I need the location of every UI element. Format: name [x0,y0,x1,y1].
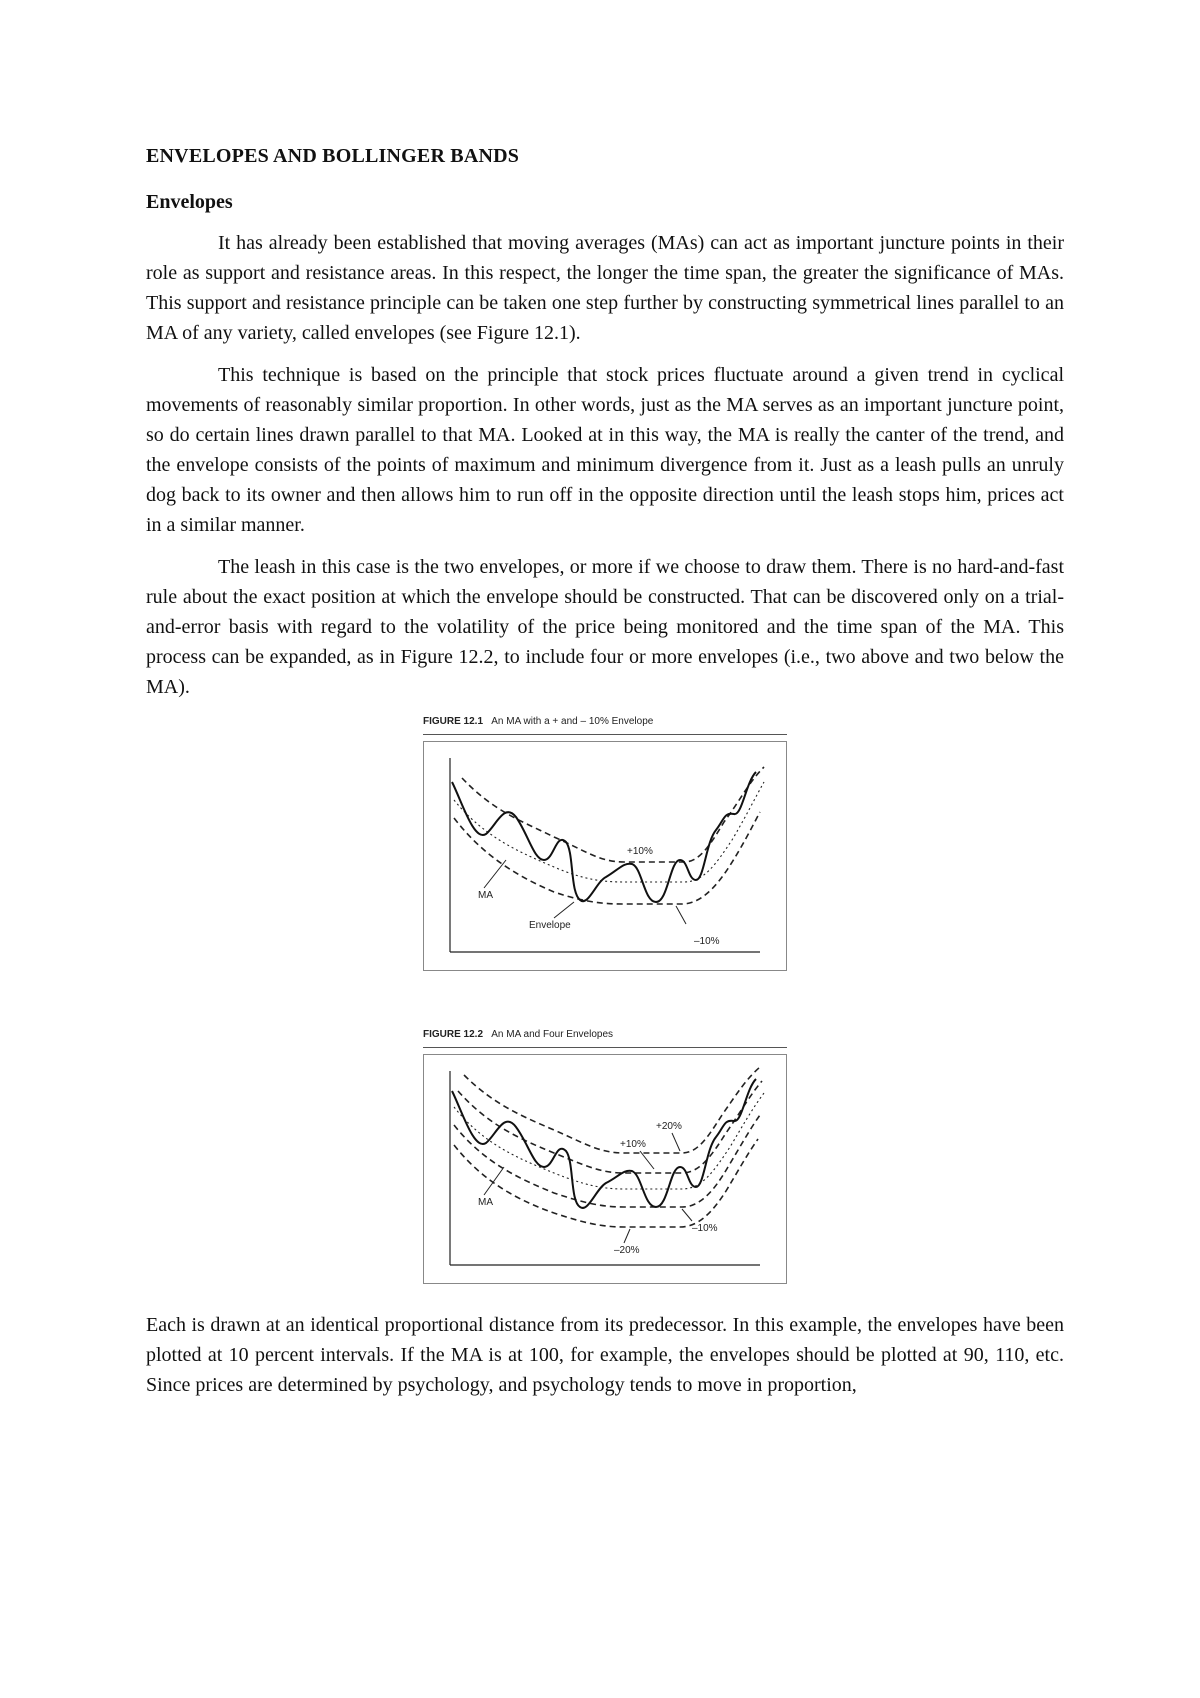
figure-number: FIGURE 12.2 [423,1029,484,1040]
figure-number: FIGURE 12.1 [423,716,484,727]
minus-10-pointer [682,1209,692,1221]
figure-12-1 [423,716,787,971]
figure-caption-text: An MA and Four Envelopes [491,1029,614,1040]
label-minus-10: –10% [692,1223,718,1234]
label-minus-10: –10% [694,936,720,947]
minus-10-pointer [676,906,686,924]
plus-20-pointer [672,1133,680,1151]
minus-20-pointer [624,1229,630,1243]
figure-caption-text: An MA with a + and – 10% Envelope [491,716,654,727]
label-envelope: Envelope [529,920,571,931]
envelope-minus-10-line [454,812,760,904]
label-ma: MA [478,1197,493,1208]
label-plus-10: +10% [627,846,653,857]
label-plus-20: +20% [656,1121,682,1132]
paragraph-2: This technique is based on the principle that stock prices fluctuate around a given trend in cyclical movements of reasonably similar proportion. In other words, just as the MA serves as an important juncture point, so do certain lines drawn parallel to that MA. Looked at in this way, the MA is really the canter of the trend, and the envelope consists of the points of maximum and minimum divergence from it. Just as a leash pulls an unruly dog back to its owner and then allows him to run off in the opposite direction until the leash stops him, prices act in a similar manner. [146,364,1064,536]
figure-chart-frame [423,741,787,971]
figure-12-2 [423,1029,787,1284]
label-minus-20: –20% [614,1245,640,1256]
price-line [452,772,756,902]
ma-pointer [484,860,506,888]
label-ma: MA [478,890,493,901]
envelope-pointer [554,902,574,918]
document-page [146,144,1064,1412]
section-heading: Envelopes [146,191,233,213]
ma-pointer [484,1167,504,1195]
figure-caption [423,716,787,735]
envelope-plus-10-line [458,1081,762,1173]
document-title: ENVELOPES AND BOLLINGER BANDS [146,145,520,167]
figure-chart-frame [423,1054,787,1284]
envelope-minus-10-line [454,1115,760,1207]
envelope-plus-10-line [462,767,764,862]
figure-caption [423,1029,787,1048]
paragraph-1: It has already been established that moving averages (MAs) can act as important juncture points in their role as support and resistance areas. In this respect, the longer the time span, the greater the significance of MAs. This support and resistance principle can be taken one step further by constructing symmetrical lines parallel to an MA of any variety, called envelopes (see Figure 12.1). [146,232,1064,344]
label-plus-10: +10% [620,1139,646,1150]
closing-paragraph: Each is drawn at an identical proportional distance from its predecessor. In this example, the envelopes have been plotted at 10 percent intervals. If the MA is at 100, for example, the envelopes should be plotted at 90, 110, etc. Since prices are determined by psychology, and psychology tends to move in proportion, [146,1314,1064,1396]
four-envelope-chart [424,1055,786,1283]
price-line [452,1079,756,1208]
paragraph-3: The leash in this case is the two envelopes, or more if we choose to draw them. There is no hard-and-fast rule about the exact position at which the envelope should be constructed. That can be discovered only on a trial-and-error basis with regard to the volatility of the price being monitored and the time span of the MA. This process can be expanded, as in Figure 12.2, to include four or more envelopes (i.e., two above and two below the MA). [146,556,1064,698]
moving-average-line [454,1093,764,1189]
envelope-plus-20-line [464,1067,760,1153]
envelope-chart [424,742,786,970]
